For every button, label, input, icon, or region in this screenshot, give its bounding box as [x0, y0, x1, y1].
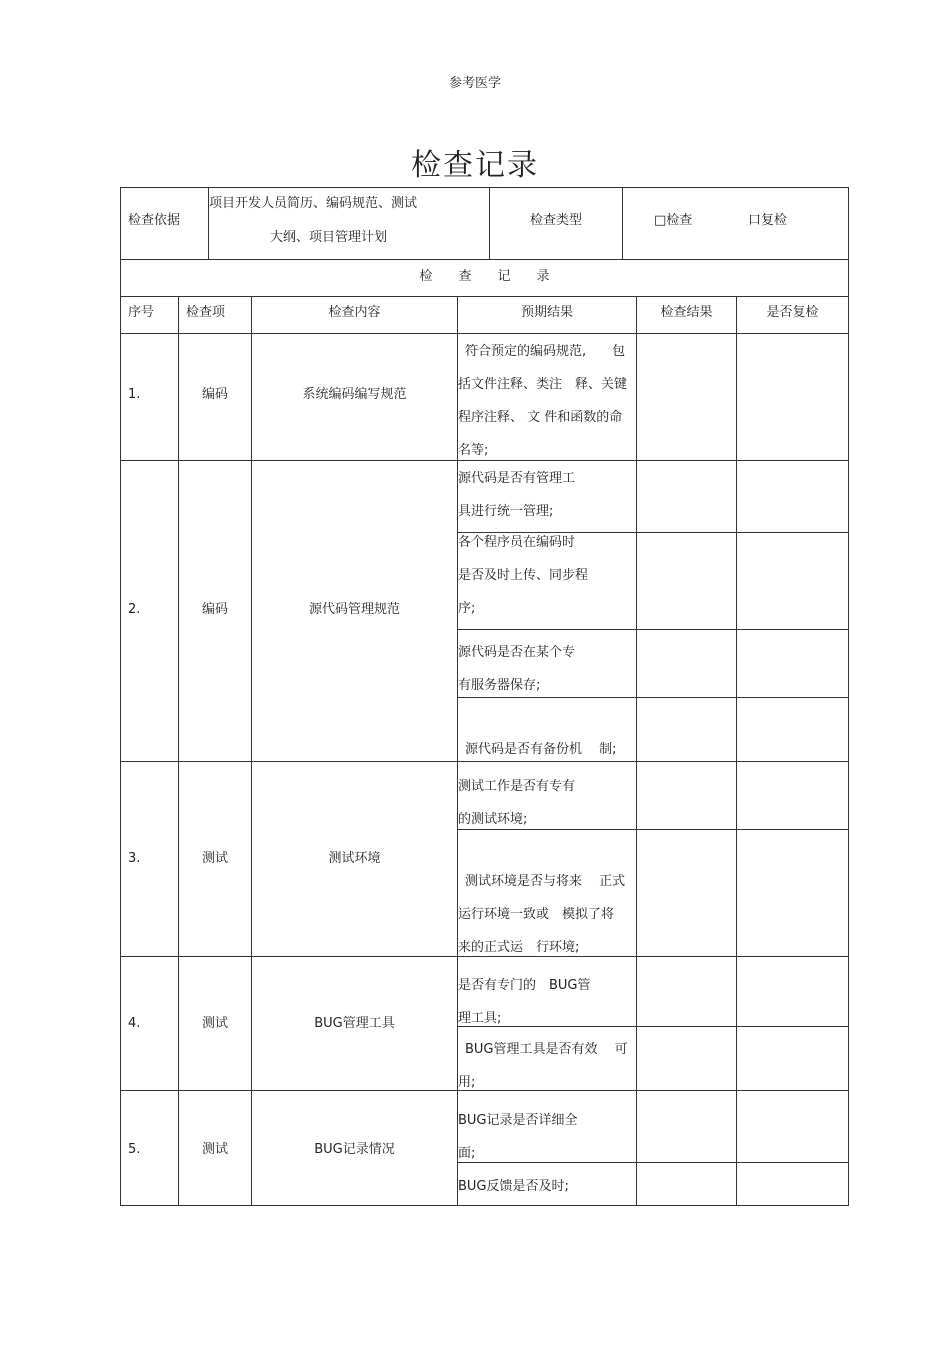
- row-2-expected-2: 各个程序员在编码时 是否及时上传、同步程 序;: [458, 535, 589, 616]
- row-2-expected-4: 源代码是否有备份机 制;: [465, 742, 617, 757]
- basis-text-line2: 大纲、项目管理计划: [270, 230, 388, 245]
- row-3-expected-2: 测试环境是否与将来 正式 运行环境一致或 模拟了将 来的正式运 行环境;: [458, 874, 626, 955]
- col-header-recheck: 是否复检: [766, 305, 819, 320]
- row-2-expected-3: 源代码是否在某个专 有服务器保存;: [458, 645, 576, 693]
- row-4-item: 测试: [201, 1016, 228, 1031]
- row-3-no: 3.: [128, 851, 141, 866]
- basis-label: 检查依据: [128, 213, 181, 228]
- row-3-expected-1: 测试工作是否有专有 的测试环境;: [458, 779, 576, 827]
- row-2-content: 源代码管理规范: [308, 602, 400, 617]
- row-4-content: BUG管理工具: [314, 1016, 395, 1031]
- type-option-recheck: 口复检: [748, 213, 788, 228]
- type-label: 检查类型: [529, 213, 582, 228]
- col-header-no: 序号: [128, 305, 155, 320]
- basis-text-line1: 项目开发人员简历、编码规范、测试: [209, 196, 418, 211]
- type-option-check: □检查: [654, 213, 693, 228]
- row-2-no: 2.: [128, 602, 141, 617]
- row-4-expected-1: 是否有专门的 BUG管 理工具;: [458, 978, 591, 1026]
- document-title: 检查记录: [411, 148, 539, 183]
- row-3-item: 测试: [201, 851, 228, 866]
- row-5-content: BUG记录情况: [314, 1142, 395, 1157]
- row-2-expected-1: 源代码是否有管理工 具进行统一管理;: [458, 471, 576, 519]
- row-5-expected-2: BUG反馈是否及时;: [458, 1179, 569, 1194]
- row-1-expected: 符合预定的编码规范, 包 括文件注释、类注 释、关键 程序注释、 文 件和函数的命 名等;: [458, 344, 628, 458]
- row-5-no: 5.: [128, 1142, 141, 1157]
- row-3-content: 测试环境: [328, 851, 381, 866]
- row-4-expected-2: BUG管理工具是否有效 可 用;: [458, 1042, 628, 1090]
- row-4-no: 4.: [128, 1016, 141, 1031]
- row-2-item: 编码: [201, 602, 228, 617]
- section-title: 检 查 记 录: [419, 269, 550, 284]
- row-5-item: 测试: [201, 1142, 228, 1157]
- col-header-content: 检查内容: [328, 305, 381, 320]
- row-1-item: 编码: [201, 387, 228, 402]
- row-1-no: 1.: [128, 387, 141, 402]
- col-header-item: 检查项: [186, 305, 226, 320]
- col-header-result: 检查结果: [660, 305, 713, 320]
- header-note: 参考医学: [448, 76, 501, 91]
- row-1-content: 系统编码编写规范: [302, 387, 407, 402]
- col-header-expected: 预期结果: [520, 305, 573, 320]
- row-5-expected-1: BUG记录是否详细全 面;: [458, 1113, 578, 1161]
